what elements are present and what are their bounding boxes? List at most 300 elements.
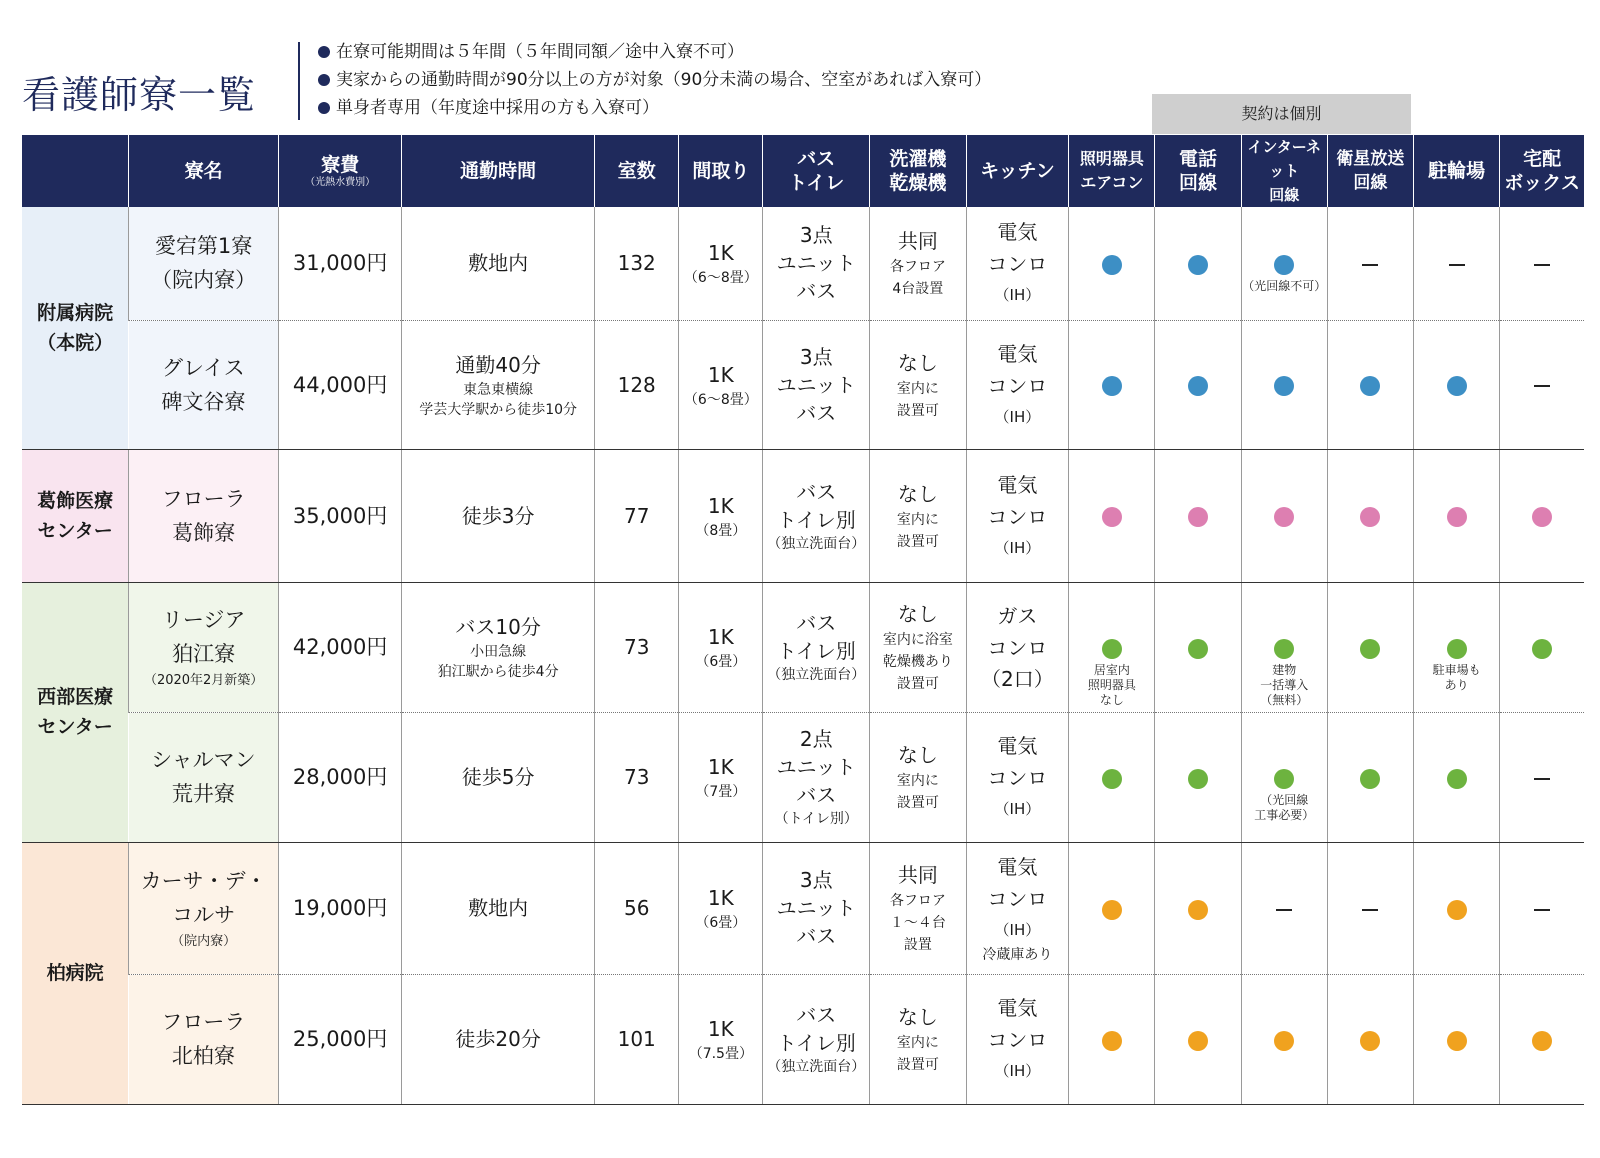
- unavailable-dash-icon: [1276, 909, 1292, 911]
- kitchen-cell: [966, 320, 1069, 449]
- page-title: 看護師寮一覧: [22, 73, 257, 117]
- bath-cell: [763, 320, 870, 449]
- availability-dot-icon: [1447, 639, 1467, 659]
- header-satellite: 衛星放送 回線: [1327, 135, 1413, 207]
- fee-cell: [279, 320, 402, 449]
- unavailable-dash-icon: [1534, 909, 1550, 911]
- fee-cell: [279, 582, 402, 712]
- dorm-name: グレイス: [162, 355, 245, 380]
- dorm-name: 荒井寮: [171, 782, 235, 806]
- kitchen-type: （IH）: [994, 407, 1041, 426]
- phone-line-cell: [1155, 974, 1241, 1104]
- dorm-name-cell: [129, 842, 279, 974]
- rooms-value: 56: [623, 896, 650, 920]
- light-aircon-cell: [1069, 582, 1155, 712]
- washer-text: 共同: [897, 229, 938, 254]
- dorm-name: フローラ: [161, 1010, 246, 1034]
- rooms-value: 73: [623, 635, 650, 659]
- delivery-box-cell: [1500, 712, 1584, 842]
- commute-cell: [402, 842, 595, 974]
- dorm-name: コルサ: [172, 903, 236, 927]
- rooms-cell: [595, 842, 679, 974]
- bath-text: 3点: [799, 344, 833, 369]
- commute-cell: [402, 320, 595, 449]
- dorm-name-cell: [129, 974, 279, 1104]
- availability-dot-icon: [1447, 507, 1467, 527]
- kitchen-type: （IH）: [994, 800, 1041, 818]
- header-bath: バス トイレ: [763, 135, 870, 207]
- kitchen-type: （IH）: [994, 538, 1041, 557]
- dorm-note: （院内寮）: [171, 934, 237, 949]
- internet-line-cell: [1241, 320, 1327, 449]
- header-light: 照明器具 エアコン: [1069, 135, 1155, 207]
- phone-line-cell: [1155, 842, 1241, 974]
- bullet-icon: [318, 102, 330, 114]
- kitchen-type: （IH）: [994, 286, 1041, 305]
- dorm-name-cell: [129, 207, 279, 320]
- availability-dot-icon: [1102, 376, 1122, 396]
- kitchen-text: 電気: [997, 996, 1038, 1020]
- phone-line-cell: [1155, 449, 1241, 582]
- availability-dot-icon: [1102, 639, 1122, 659]
- phone-line-cell: [1155, 320, 1241, 449]
- availability-dot-icon: [1447, 900, 1467, 920]
- availability-dot-icon: [1188, 900, 1208, 920]
- washer-text: なし: [897, 1005, 938, 1029]
- availability-dot-icon: [1360, 769, 1380, 789]
- mark-note: （光回線不可）: [1242, 279, 1327, 294]
- availability-dot-icon: [1188, 639, 1208, 659]
- availability-dot-icon: [1274, 1031, 1294, 1051]
- satellite-line-cell: [1327, 449, 1413, 582]
- header-internet: インターネット 回線: [1241, 135, 1327, 207]
- availability-dot-icon: [1447, 1031, 1467, 1051]
- rooms-cell: [595, 449, 679, 582]
- dorm-name: 狛江寮: [172, 642, 236, 666]
- washer-text: なし: [897, 602, 938, 626]
- layout-size: （6畳）: [695, 654, 747, 670]
- header-layout: 間取り: [679, 135, 763, 207]
- commute-line: 小田急線: [470, 644, 527, 660]
- fee-value: 42,000円: [292, 635, 388, 659]
- kitchen-text: コンロ: [987, 252, 1048, 277]
- kitchen-text: コンロ: [987, 766, 1048, 790]
- table-row: [22, 320, 1584, 449]
- commute-cell: [402, 207, 595, 320]
- availability-dot-icon: [1188, 769, 1208, 789]
- washer-note: 室内に: [896, 380, 939, 397]
- availability-dot-icon: [1274, 376, 1294, 396]
- layout-size: （8畳）: [695, 522, 747, 539]
- dorm-name: （院内寮）: [151, 268, 257, 293]
- washer-note: 設置可: [896, 676, 939, 692]
- delivery-box-cell: [1500, 320, 1584, 449]
- bath-text: バス: [796, 1003, 837, 1027]
- bath-text: ユニット: [776, 372, 856, 397]
- layout-cell: [679, 974, 763, 1104]
- washer-cell: [870, 207, 966, 320]
- commute-cell: [402, 974, 595, 1104]
- dorm-name: 碑文谷寮: [161, 389, 246, 414]
- washer-note: 4台設置: [892, 281, 944, 298]
- fee-value: 31,000円: [292, 251, 388, 276]
- bath-text: バス: [796, 924, 837, 948]
- washer-cell: [870, 320, 966, 449]
- washer-cell: [870, 974, 966, 1104]
- commute-line: 東急東横線: [463, 381, 534, 398]
- dorm-table: [22, 135, 1584, 1105]
- availability-dot-icon: [1188, 1031, 1208, 1051]
- mark-note: （光回線 工事必要）: [1254, 793, 1315, 822]
- dorm-name-cell: [129, 449, 279, 582]
- fee-value: 19,000円: [292, 896, 388, 920]
- bath-text: ユニット: [776, 755, 856, 779]
- commute-value: 敷地内: [468, 251, 529, 276]
- satellite-line-cell: [1327, 207, 1413, 320]
- kitchen-note: 冷蔵庫あり: [982, 947, 1053, 963]
- bike-parking-cell: [1414, 974, 1500, 1104]
- internet-line-cell: [1241, 974, 1327, 1104]
- bath-note: （独立洗面台）: [767, 667, 866, 683]
- bath-text: バス: [796, 479, 837, 504]
- delivery-box-cell: [1500, 974, 1584, 1104]
- header-phone: 電話 回線: [1155, 135, 1241, 207]
- commute-value: 徒歩3分: [461, 503, 535, 528]
- table-row: [22, 582, 1584, 712]
- bullet-icon: [318, 46, 330, 58]
- commute-station: 学芸大学駅から徒歩10分: [419, 401, 578, 418]
- header-dorm-name: 寮名: [129, 135, 279, 207]
- hospital-name: 附属病院: [37, 301, 114, 324]
- rooms-value: 132: [617, 251, 656, 276]
- header-bike: 駐輪場: [1414, 135, 1500, 207]
- bath-text: ユニット: [776, 251, 856, 276]
- commute-value: 敷地内: [468, 896, 529, 920]
- availability-dot-icon: [1274, 507, 1294, 527]
- bath-text: バス: [796, 611, 837, 635]
- washer-note: 各フロア: [889, 259, 946, 276]
- header-kitchen: キッチン: [966, 135, 1069, 207]
- availability-dot-icon: [1102, 507, 1122, 527]
- unavailable-dash-icon: [1449, 264, 1465, 266]
- fee-value: 35,000円: [292, 503, 388, 528]
- availability-dot-icon: [1188, 255, 1208, 275]
- fee-cell: [279, 449, 402, 582]
- washer-note: 設置可: [896, 795, 939, 811]
- rooms-cell: [595, 712, 679, 842]
- bath-text: 2点: [799, 727, 833, 751]
- kitchen-text: 電気: [997, 220, 1038, 245]
- contract-label: 契約は個別: [1152, 94, 1411, 134]
- layout-value: 1K: [707, 241, 734, 266]
- washer-note: 設置可: [896, 1057, 939, 1073]
- bath-text: ユニット: [776, 896, 856, 920]
- bike-parking-cell: [1414, 449, 1500, 582]
- internet-line-cell: [1241, 712, 1327, 842]
- unavailable-dash-icon: [1534, 264, 1550, 266]
- bath-text: 3点: [799, 223, 833, 248]
- kitchen-text: 電気: [997, 855, 1038, 879]
- rooms-value: 73: [623, 765, 650, 789]
- dorm-name: フローラ: [161, 486, 246, 511]
- dorm-name-cell: [129, 712, 279, 842]
- layout-value: 1K: [707, 755, 734, 779]
- header-box: 宅配 ボックス: [1500, 135, 1584, 207]
- commute-value: 徒歩20分: [455, 1027, 541, 1051]
- kitchen-text: コンロ: [987, 373, 1048, 398]
- unavailable-dash-icon: [1534, 385, 1550, 387]
- table-row: [22, 842, 1584, 974]
- washer-note: １～４台: [889, 915, 946, 931]
- layout-size: （7畳）: [695, 784, 747, 800]
- hospital-name: （本院）: [37, 331, 114, 354]
- kitchen-type: （IH）: [994, 921, 1041, 939]
- availability-dot-icon: [1274, 639, 1294, 659]
- bath-text: バス: [796, 279, 837, 304]
- dorm-name-cell: [129, 582, 279, 712]
- washer-cell: [870, 712, 966, 842]
- bath-note: （トイレ別）: [774, 811, 858, 827]
- title-divider: [298, 42, 300, 120]
- internet-line-cell: [1241, 842, 1327, 974]
- layout-size: （6〜8畳）: [683, 270, 758, 287]
- header-fee: 寮費 （光熱水費別）: [279, 135, 402, 207]
- light-aircon-cell: [1069, 320, 1155, 449]
- mark-note: 居室内 照明器具 なし: [1087, 663, 1136, 707]
- bath-text: 3点: [799, 868, 833, 892]
- table-row: [22, 974, 1584, 1104]
- delivery-box-cell: [1500, 582, 1584, 712]
- availability-dot-icon: [1102, 255, 1122, 275]
- note-item: 在寮可能期間は５年間（５年間同額／途中入寮不可）: [318, 38, 991, 66]
- washer-cell: [870, 842, 966, 974]
- light-aircon-cell: [1069, 207, 1155, 320]
- note-item: 単身者専用（年度途中採用の方も入寮可）: [318, 94, 991, 122]
- bath-cell: [763, 207, 870, 320]
- availability-dot-icon: [1274, 255, 1294, 275]
- layout-cell: [679, 582, 763, 712]
- kitchen-text: コンロ: [987, 1028, 1048, 1052]
- washer-note: 室内に: [896, 773, 939, 789]
- washer-note: 各フロア: [889, 893, 946, 909]
- kitchen-text: コンロ: [987, 636, 1048, 660]
- bath-text: バス: [796, 783, 837, 807]
- kitchen-text: 電気: [997, 341, 1038, 366]
- kitchen-type: （2口）: [981, 667, 1054, 691]
- bath-cell: [763, 974, 870, 1104]
- washer-note: 室内に: [896, 511, 939, 528]
- kitchen-type: （IH）: [994, 1062, 1041, 1080]
- availability-dot-icon: [1360, 639, 1380, 659]
- dorm-name: リージア: [161, 608, 246, 632]
- availability-dot-icon: [1102, 769, 1122, 789]
- layout-value: 1K: [707, 886, 734, 910]
- availability-dot-icon: [1532, 639, 1552, 659]
- availability-dot-icon: [1532, 1031, 1552, 1051]
- hospital-cell: [22, 842, 129, 1104]
- bath-cell: [763, 842, 870, 974]
- table-row: [22, 449, 1584, 582]
- bath-cell: [763, 712, 870, 842]
- bath-text: バス: [796, 400, 837, 425]
- bath-cell: [763, 449, 870, 582]
- satellite-line-cell: [1327, 320, 1413, 449]
- washer-note: 室内に浴室: [882, 632, 953, 648]
- availability-dot-icon: [1447, 769, 1467, 789]
- washer-note: 乾燥機あり: [882, 654, 953, 670]
- commute-value: バス10分: [455, 615, 541, 639]
- layout-cell: [679, 320, 763, 449]
- washer-note: 室内に: [896, 1035, 939, 1051]
- hospital-cell: [22, 582, 129, 842]
- rooms-cell: [595, 582, 679, 712]
- washer-note: 設置可: [896, 402, 939, 419]
- header-commute: 通勤時間: [402, 135, 595, 207]
- kitchen-cell: [966, 582, 1069, 712]
- hospital-cell: [22, 207, 129, 449]
- washer-cell: [870, 582, 966, 712]
- layout-cell: [679, 712, 763, 842]
- fee-cell: [279, 207, 402, 320]
- satellite-line-cell: [1327, 974, 1413, 1104]
- fee-value: 28,000円: [292, 765, 388, 789]
- fee-value: 25,000円: [292, 1027, 388, 1051]
- dorm-name: 北柏寮: [171, 1044, 235, 1068]
- kitchen-cell: [966, 207, 1069, 320]
- availability-dot-icon: [1447, 376, 1467, 396]
- unavailable-dash-icon: [1534, 778, 1550, 780]
- fee-value: 44,000円: [292, 372, 388, 397]
- bullet-icon: [318, 74, 330, 86]
- commute-cell: [402, 582, 595, 712]
- internet-line-cell: [1241, 207, 1327, 320]
- mark-note: 建物 一括導入 （無料）: [1260, 663, 1309, 707]
- unavailable-dash-icon: [1362, 909, 1378, 911]
- commute-value: 徒歩5分: [461, 765, 535, 789]
- note-item: 実家からの通勤時間が90分以上の方が対象（90分未満の場合、空室があれば入寮可）: [318, 66, 991, 94]
- fee-cell: [279, 712, 402, 842]
- bath-text: トイレ別: [776, 507, 856, 532]
- phone-line-cell: [1155, 207, 1241, 320]
- bath-text: トイレ別: [776, 1031, 856, 1055]
- bike-parking-cell: [1414, 712, 1500, 842]
- washer-text: なし: [897, 743, 938, 767]
- rooms-cell: [595, 974, 679, 1104]
- table-header-row: [22, 135, 1584, 207]
- dorm-name: 葛飾寮: [172, 520, 236, 545]
- availability-dot-icon: [1102, 900, 1122, 920]
- kitchen-text: コンロ: [987, 504, 1048, 529]
- kitchen-text: コンロ: [987, 887, 1048, 911]
- washer-text: なし: [897, 350, 938, 375]
- dorm-name-cell: [129, 320, 279, 449]
- dorm-name: カーサ・デ・: [140, 869, 267, 893]
- layout-cell: [679, 842, 763, 974]
- rooms-cell: [595, 207, 679, 320]
- hospital-name: センター: [37, 519, 113, 542]
- layout-size: （7.5畳）: [688, 1046, 753, 1062]
- availability-dot-icon: [1532, 507, 1552, 527]
- availability-dot-icon: [1360, 1031, 1380, 1051]
- kitchen-cell: [966, 974, 1069, 1104]
- internet-line-cell: [1241, 449, 1327, 582]
- layout-cell: [679, 449, 763, 582]
- washer-note: 設置可: [896, 533, 939, 550]
- dorm-name: 愛宕第1寮: [154, 234, 253, 259]
- unavailable-dash-icon: [1362, 264, 1378, 266]
- layout-value: 1K: [707, 493, 734, 518]
- bike-parking-cell: [1414, 207, 1500, 320]
- header-rooms: 室数: [595, 135, 679, 207]
- table-row: [22, 712, 1584, 842]
- fee-cell: [279, 842, 402, 974]
- delivery-box-cell: [1500, 842, 1584, 974]
- availability-dot-icon: [1274, 769, 1294, 789]
- availability-dot-icon: [1360, 507, 1380, 527]
- satellite-line-cell: [1327, 842, 1413, 974]
- washer-cell: [870, 449, 966, 582]
- delivery-box-cell: [1500, 449, 1584, 582]
- rooms-cell: [595, 320, 679, 449]
- light-aircon-cell: [1069, 974, 1155, 1104]
- light-aircon-cell: [1069, 842, 1155, 974]
- layout-size: （6畳）: [695, 915, 747, 931]
- washer-note: 設置: [903, 937, 932, 953]
- hospital-name: 柏病院: [46, 962, 104, 984]
- kitchen-text: 電気: [997, 472, 1038, 497]
- light-aircon-cell: [1069, 449, 1155, 582]
- layout-value: 1K: [707, 625, 734, 649]
- availability-dot-icon: [1188, 376, 1208, 396]
- layout-value: 1K: [707, 1017, 734, 1041]
- bath-cell: [763, 582, 870, 712]
- availability-dot-icon: [1102, 1031, 1122, 1051]
- commute-cell: [402, 449, 595, 582]
- availability-dot-icon: [1360, 376, 1380, 396]
- rooms-value: 77: [623, 503, 650, 528]
- dorm-note: （2020年2月新築）: [143, 673, 264, 688]
- kitchen-text: 電気: [997, 734, 1038, 758]
- layout-cell: [679, 207, 763, 320]
- kitchen-cell: [966, 449, 1069, 582]
- header-washer: 洗濯機 乾燥機: [870, 135, 966, 207]
- table-row: [22, 207, 1584, 320]
- delivery-box-cell: [1500, 207, 1584, 320]
- kitchen-cell: [966, 712, 1069, 842]
- header-hospital: [22, 135, 129, 207]
- washer-text: なし: [897, 481, 938, 506]
- satellite-line-cell: [1327, 712, 1413, 842]
- commute-station: 狛江駅から徒歩4分: [437, 664, 559, 680]
- commute-value: 通勤40分: [455, 352, 541, 377]
- bike-parking-cell: [1414, 582, 1500, 712]
- fee-cell: [279, 974, 402, 1104]
- rooms-value: 101: [617, 1027, 656, 1051]
- rooms-value: 128: [617, 372, 656, 397]
- satellite-line-cell: [1327, 582, 1413, 712]
- mark-note: 駐車場も あり: [1432, 663, 1481, 692]
- hospital-name: 葛飾医療: [37, 489, 114, 512]
- kitchen-text: ガス: [997, 604, 1038, 628]
- bath-note: （独立洗面台）: [767, 535, 866, 552]
- washer-text: 共同: [897, 863, 938, 887]
- hospital-name: センター: [37, 716, 113, 738]
- layout-size: （6〜8畳）: [683, 391, 758, 408]
- commute-cell: [402, 712, 595, 842]
- availability-dot-icon: [1188, 507, 1208, 527]
- notes-list: [318, 38, 991, 122]
- light-aircon-cell: [1069, 712, 1155, 842]
